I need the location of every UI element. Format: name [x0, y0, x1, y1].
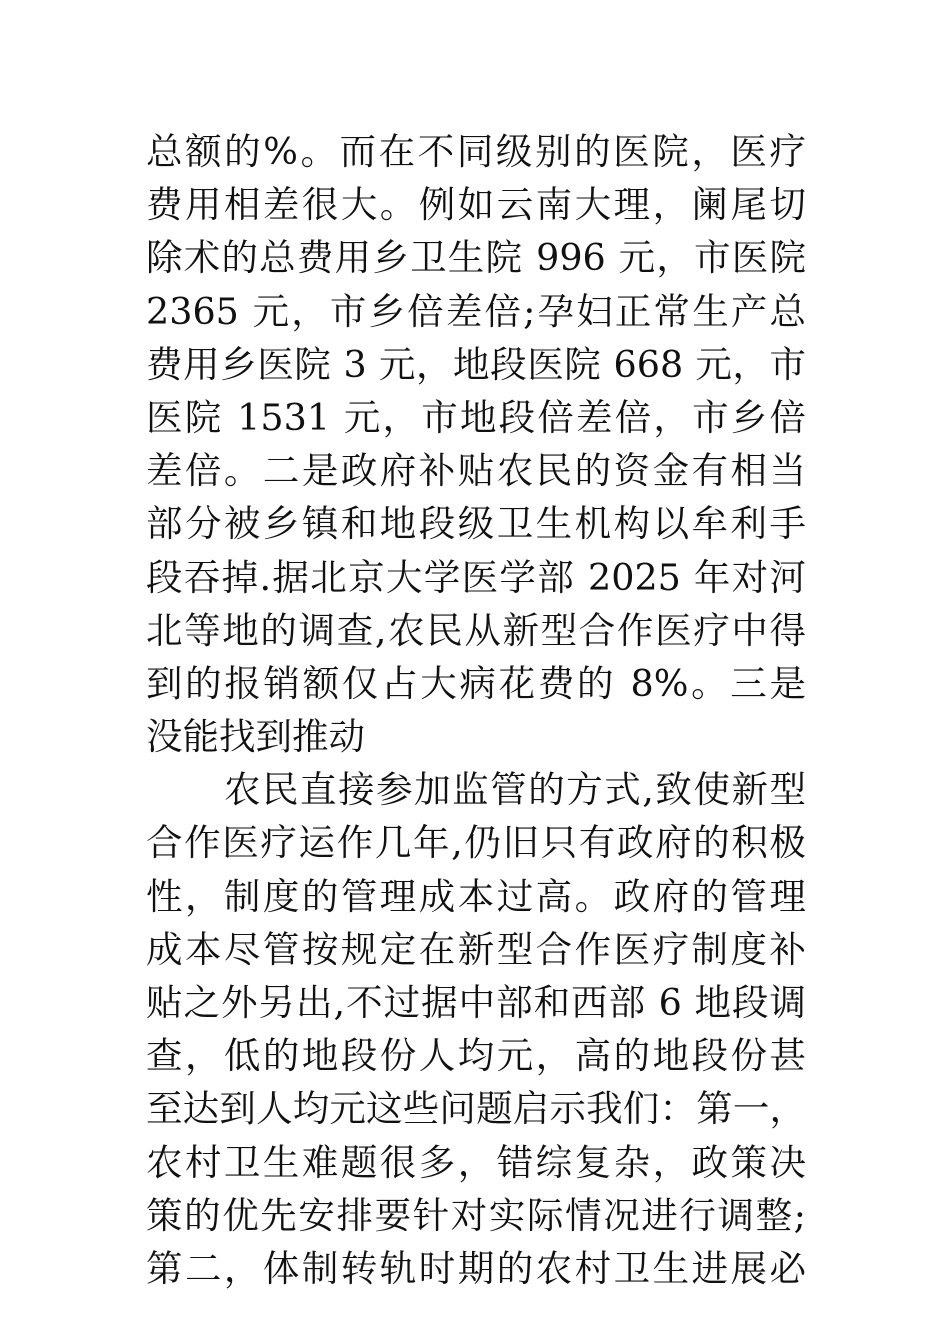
text-line: 合作医疗运作几年,仍旧只有政府的积极: [146, 821, 806, 865]
text-line: 差倍。二是政府补贴农民的资金有相当: [146, 449, 806, 493]
text-line: 段吞掉.据北京大学医学部 2025 年对河: [146, 555, 806, 599]
text-line: 除术的总费用乡卫生院 996 元，市医院: [146, 236, 806, 280]
text-line: 总额的%。而在不同级别的医院，医疗: [146, 130, 806, 173]
text-line: 费用乡医院 3 元，地段医院 668 元，市: [146, 342, 806, 386]
text-line: 2365 元，市乡倍差倍;孕妇正常生产总: [146, 289, 806, 333]
paragraph-first-line: 农民直接参加监管的方式,致使新型: [224, 768, 806, 812]
text-line: 到的报销额仅占大病花费的 8%。三是: [146, 661, 806, 705]
text-line: 第二，体制转轨时期的农村卫生进展必: [146, 1246, 806, 1290]
text-line: 查，低的地段份人均元，高的地段份甚: [146, 1034, 806, 1078]
text-line: 贴之外另出,不过据中部和西部 6 地段调: [146, 981, 806, 1024]
text-line: 至达到人均元这些问题启示我们：第一，: [146, 1087, 806, 1131]
text-line: 没能找到推动: [146, 715, 365, 759]
text-line: 部分被乡镇和地段级卫生机构以牟利手: [146, 502, 806, 546]
body-text: [146, 125, 806, 1295]
text-line: 医院 1531 元，市地段倍差倍，市乡倍: [146, 395, 806, 439]
text-line: 策的优先安排要针对实际情况进行调整;: [146, 1193, 806, 1237]
text-line: 北等地的调查,农民从新型合作医疗中得: [146, 608, 806, 652]
text-line: 费用相差很大。例如云南大理，阑尾切: [146, 183, 806, 227]
text-line: 成本尽管按规定在新型合作医疗制度补: [146, 927, 806, 971]
text-line: 性，制度的管理成本过高。政府的管理: [146, 874, 806, 918]
text-line: 农村卫生难题很多，错综复杂，政策决: [146, 1140, 806, 1184]
